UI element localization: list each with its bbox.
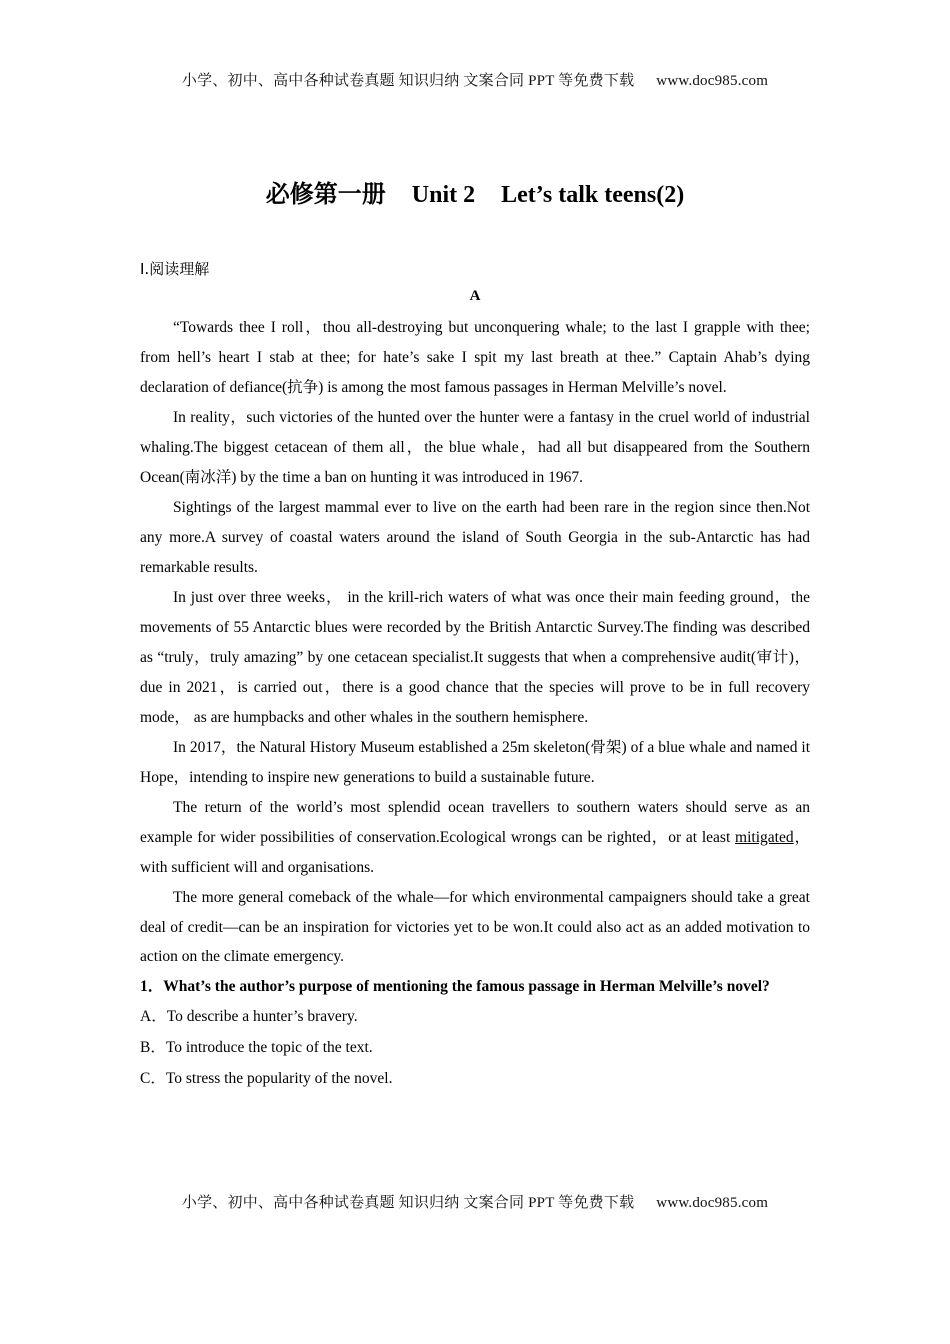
option-a bbox=[140, 1001, 810, 1032]
option-label: B． bbox=[140, 1039, 166, 1056]
title-unit: Unit 2 bbox=[411, 182, 476, 208]
paragraph bbox=[140, 793, 810, 883]
paragraph-text: The return of the world’s most splendid ocean travellers to southern waters should serve as an example for wider possibilities of conservation.Ecological wrongs can be righted，or at least bbox=[140, 799, 810, 846]
article-label: A bbox=[469, 288, 481, 304]
option-text: To introduce the topic of the text. bbox=[165, 1039, 373, 1056]
underlined-word: mitigated bbox=[735, 829, 794, 846]
document-title bbox=[0, 174, 950, 209]
paragraph-text: ，with sufficient will and organisations. bbox=[140, 829, 810, 876]
question-1 bbox=[140, 972, 810, 1002]
paragraph: The more general comeback of the whale—for which environmental campaigners should take a great deal of credit—can be an inspiration for victories yet to be won.It could also act as an added motivation to action on the climate emergency. bbox=[140, 889, 810, 965]
question-number: 1． bbox=[140, 977, 164, 995]
title-lesson: Let’s talk teens(2) bbox=[501, 182, 685, 208]
paragraph: In just over three weeks， in the krill-rich waters of what was once their main feeding ground，the movements of 55 Antarctic blues were recorded by the British Antarctic Survey.The finding was described as “truly，truly amazing” by one cetacean specialist.It suggests that when a comprehensive audit(审计)，due in 2021，is carried out，there is a good chance that the species will prove to be in full recovery mode， as are humpbacks and other whales in the southern hemisphere. bbox=[140, 589, 810, 726]
option-text: To describe a hunter’s bravery. bbox=[166, 1008, 358, 1025]
option-c bbox=[140, 1063, 810, 1094]
document-body bbox=[140, 313, 810, 1094]
header-url-link[interactable]: www.doc985.com bbox=[656, 73, 769, 89]
option-b bbox=[140, 1032, 810, 1063]
page-header bbox=[0, 69, 950, 90]
option-text: To stress the popularity of the novel. bbox=[165, 1070, 393, 1087]
paragraph: In reality，such victories of the hunted over the hunter were a fantasy in the cruel world of industrial whaling.The biggest cetacean of them all，the blue whale，had all but disappeared from the Southern Ocean(南冰洋) by the time a ban on hunting it was introduced in 1967. bbox=[140, 409, 810, 486]
question-text: What’s the author’s purpose of mentioning the famous passage in Herman Melville’s novel? bbox=[163, 977, 770, 995]
option-label: A． bbox=[140, 1008, 167, 1025]
paragraph: “Towards thee I roll，thou all-destroying but unconquering whale; to the last I grapple with thee; from hell’s heart I stab at thee; for hate’s sake I spit my last breath at thee.” Captain Ahab’s dying declaration of defiance(抗争) is among the most famous passages in Herman Melville’s novel. bbox=[140, 319, 810, 396]
header-text: 小学、初中、高中各种试卷真题 知识归纳 文案合同 PPT 等免费下载 bbox=[181, 73, 635, 89]
paragraph: Sightings of the largest mammal ever to live on the earth had been rare in the region since then.Not any more.A survey of coastal waters around the island of South Georgia in the sub-Antarctic has had remarkable results. bbox=[140, 499, 810, 576]
footer-url-link[interactable]: www.doc985.com bbox=[656, 1195, 769, 1211]
page-footer bbox=[0, 1191, 950, 1212]
title-book: 必修第一册 bbox=[265, 182, 386, 208]
paragraph: In 2017，the Natural History Museum established a 25m skeleton(骨架) of a blue whale and named it Hope，intending to inspire new generations to build a sustainable future. bbox=[140, 739, 810, 786]
option-label: C． bbox=[140, 1070, 166, 1087]
section-heading: Ⅰ.阅读理解 bbox=[140, 260, 210, 278]
footer-text: 小学、初中、高中各种试卷真题 知识归纳 文案合同 PPT 等免费下载 bbox=[181, 1195, 635, 1211]
